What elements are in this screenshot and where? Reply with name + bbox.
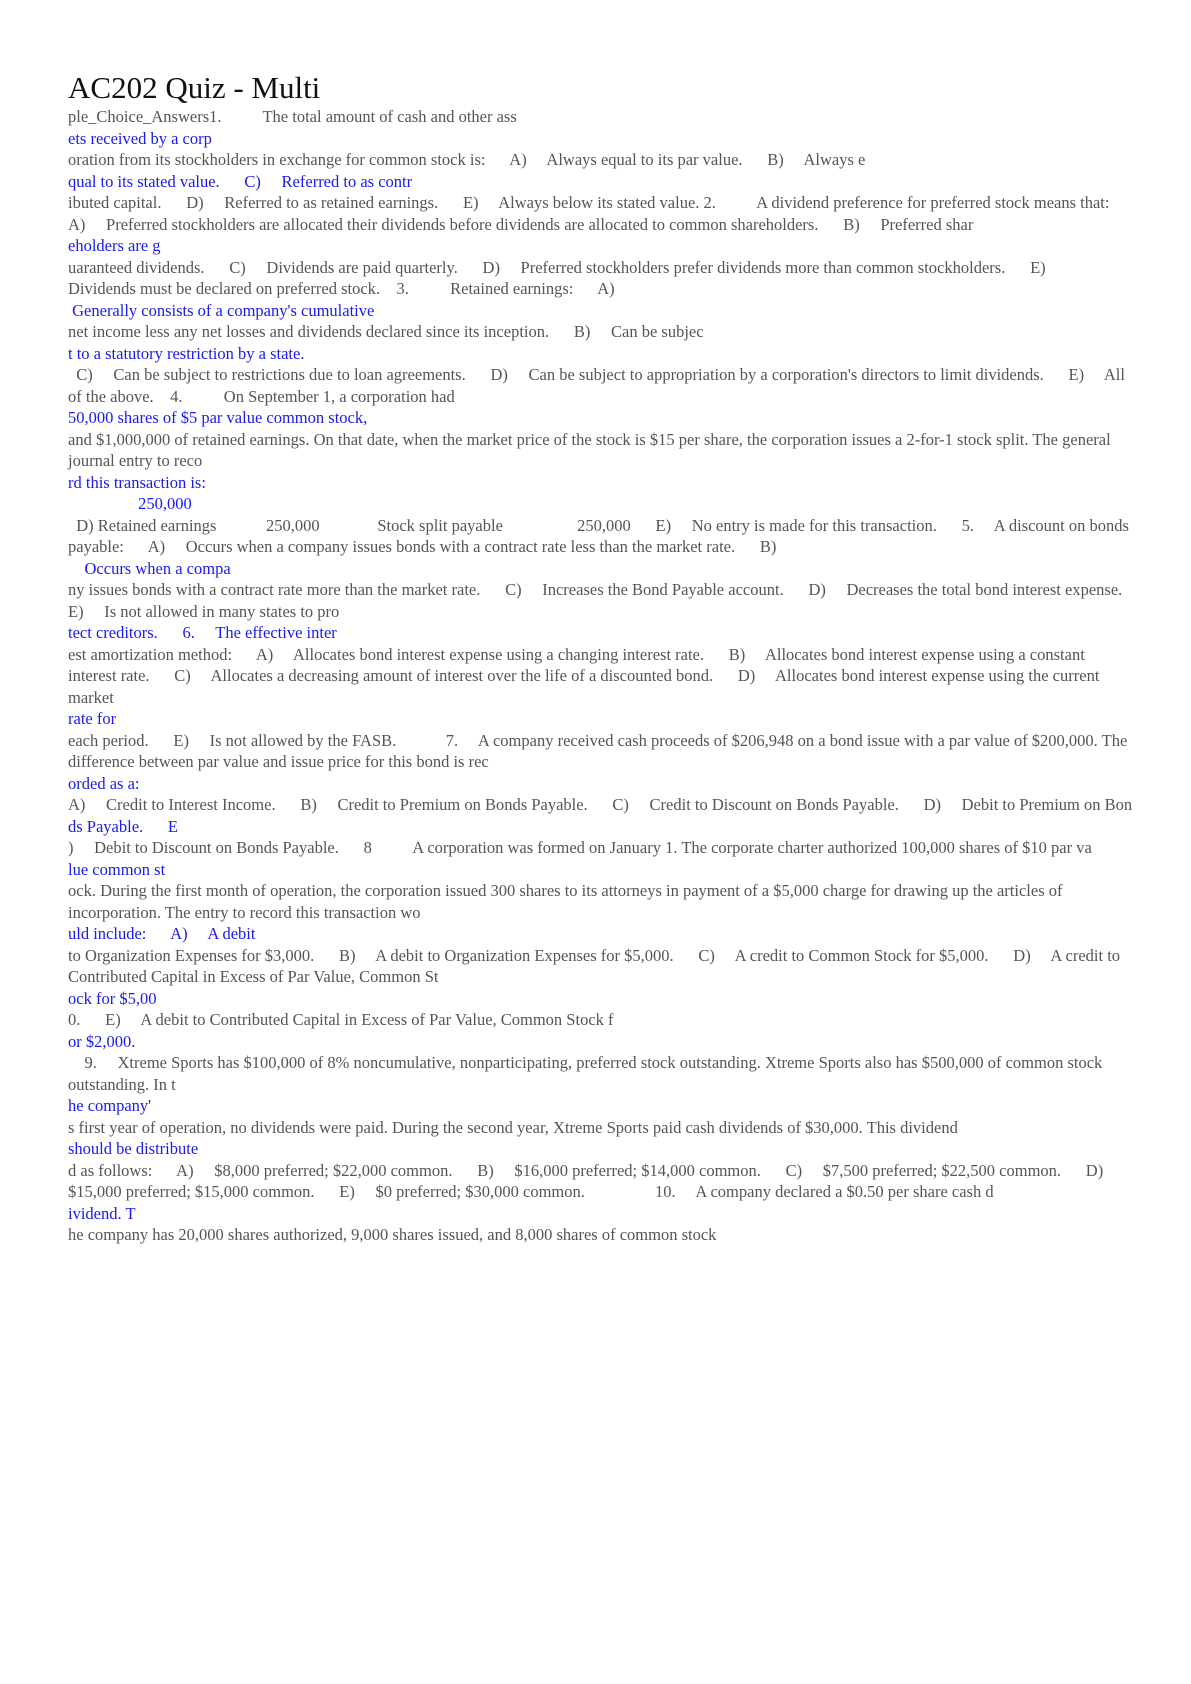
highlighted-text-line: eholders are g (68, 236, 161, 255)
highlighted-text-line: Occurs when a compa (68, 558, 231, 578)
text-line: D) Retained earnings 250,000 Stock split payable 250,000 E) No entry is made for this transaction. 5. A discount on bonds payable: A) Occurs when a company issues bonds with a contract rate less than the market rate. B) (68, 515, 1134, 556)
highlighted-text-line: lue common st (68, 859, 166, 879)
text-line: s first year of operation, no dividends were paid. During the second year, Xtreme Sports paid cash dividends of $30,000. This dividend (68, 1117, 958, 1137)
text-line: to Organization Expenses for $3,000. B) A debit to Organization Expenses for $5,000. C) A credit to Common Stock for $5,000. D) A credit to Contributed Capital in Excess of Par Value, Common St (68, 945, 1125, 986)
highlighted-text-line: tect creditors. 6. The effective inter (68, 623, 337, 642)
highlighted-text-line: he company' (68, 1096, 152, 1115)
document-body (68, 106, 1148, 1246)
highlighted-text-line: qual to its stated value. C) Referred to as contr (68, 171, 413, 191)
highlighted-text-line: orded as a: (68, 773, 140, 793)
highlighted-text-line: 50,000 shares of $5 par value common stock, (68, 408, 368, 427)
text-line: A) Credit to Interest Income. B) Credit to Premium on Bonds Payable. C) Credit to Discount on Bonds Payable. D) Debit to Premium on Bon (68, 795, 1133, 814)
text-line: ple_Choice_Answers1. The total amount of cash and other ass (68, 107, 517, 126)
text-line: ibuted capital. D) Referred to as retained earnings. E) Always below its stated value. 2. A dividend preference for preferred stock means that: A) Preferred stockholders are allocated their dividends before dividends are allocated to common shareholders. B) Preferred shar (68, 193, 1134, 234)
highlighted-text-line: should be distribute (68, 1139, 199, 1158)
highlighted-text-line: rd this transaction is: (68, 472, 206, 492)
highlighted-text-line: ds Payable. E (68, 816, 178, 836)
highlighted-text-line: ock for $5,00 (68, 988, 157, 1008)
highlighted-text-line: 250,000 (68, 494, 192, 513)
text-line: 9. Xtreme Sports has $100,000 of 8% noncumulative, nonparticipating, preferred stock outstanding. Xtreme Sports also has $500,000 of common stock outstanding. In t (68, 1053, 1107, 1094)
highlighted-text-line: rate for (68, 709, 117, 728)
highlighted-text-line: ividend. T (68, 1203, 136, 1223)
text-line: oration from its stockholders in exchange for common stock is: A) Always equal to its par value. B) Always e (68, 150, 866, 169)
text-line: est amortization method: A) Allocates bond interest expense using a changing interest rate. B) Allocates bond interest expense using a constant interest rate. C) Allocates a decreasing amount of interest over the life of a discounted bond. D) Allocates bond interest expense using the current market (68, 644, 1104, 707)
highlighted-text-line: Generally consists of a company's cumulative (68, 300, 375, 320)
text-line: uaranteed dividends. C) Dividends are paid quarterly. D) Preferred stockholders prefer dividends more than common stockholders. E) Dividends must be declared on preferred stock. 3. Retained earnings: A) (68, 257, 1067, 298)
highlighted-text-line: t to a statutory restriction by a state. (68, 343, 305, 363)
text-line: ) Debit to Discount on Bonds Payable. 8 A corporation was formed on January 1. The corporate charter authorized 100,000 shares of $10 par va (68, 838, 1092, 857)
highlighted-text-line: or $2,000. (68, 1031, 136, 1051)
text-line: 0. E) A debit to Contributed Capital in Excess of Par Value, Common Stock f (68, 1010, 614, 1029)
text-line: ock. During the first month of operation, the corporation issued 300 shares to its attorneys in payment of a $5,000 charge for drawing up the articles of incorporation. The entry to record this transaction wo (68, 881, 1067, 922)
text-line: ny issues bonds with a contract rate more than the market rate. C) Increases the Bond Payable account. D) Decreases the total bond interest expense. E) Is not allowed in many states to pro (68, 580, 1148, 621)
text-line: net income less any net losses and dividends declared since its inception. B) Can be subjec (68, 322, 704, 341)
document-title: AC202 Quiz - Multi (68, 70, 321, 105)
highlighted-text-line: uld include: A) A debit (68, 924, 256, 943)
document-page (68, 70, 1148, 1246)
text-line: he company has 20,000 shares authorized, 9,000 shares issued, and 8,000 shares of common stock (68, 1225, 717, 1244)
text-line: and $1,000,000 of retained earnings. On that date, when the market price of the stock is $15 per share, the corporation issues a 2-for-1 stock split. The general journal entry to reco (68, 429, 1115, 470)
text-line: each period. E) Is not allowed by the FASB. 7. A company received cash proceeds of $206,948 on a bond issue with a par value of $200,000. The difference between par value and issue price for this bond is rec (68, 730, 1132, 771)
highlighted-text-line: ets received by a corp (68, 128, 212, 148)
text-line: d as follows: A) $8,000 preferred; $22,000 common. B) $16,000 preferred; $14,000 common. C) $7,500 preferred; $22,500 common. D) $15,000 preferred; $15,000 common. E) $0 preferred; $30,000 common. 10. A company declared a $0.50 per share cash d (68, 1160, 1124, 1201)
text-line: C) Can be subject to restrictions due to loan agreements. D) Can be subject to appropriation by a corporation's directors to limit dividends. E) All of the above. 4. On September 1, a corporation had (68, 365, 1130, 406)
